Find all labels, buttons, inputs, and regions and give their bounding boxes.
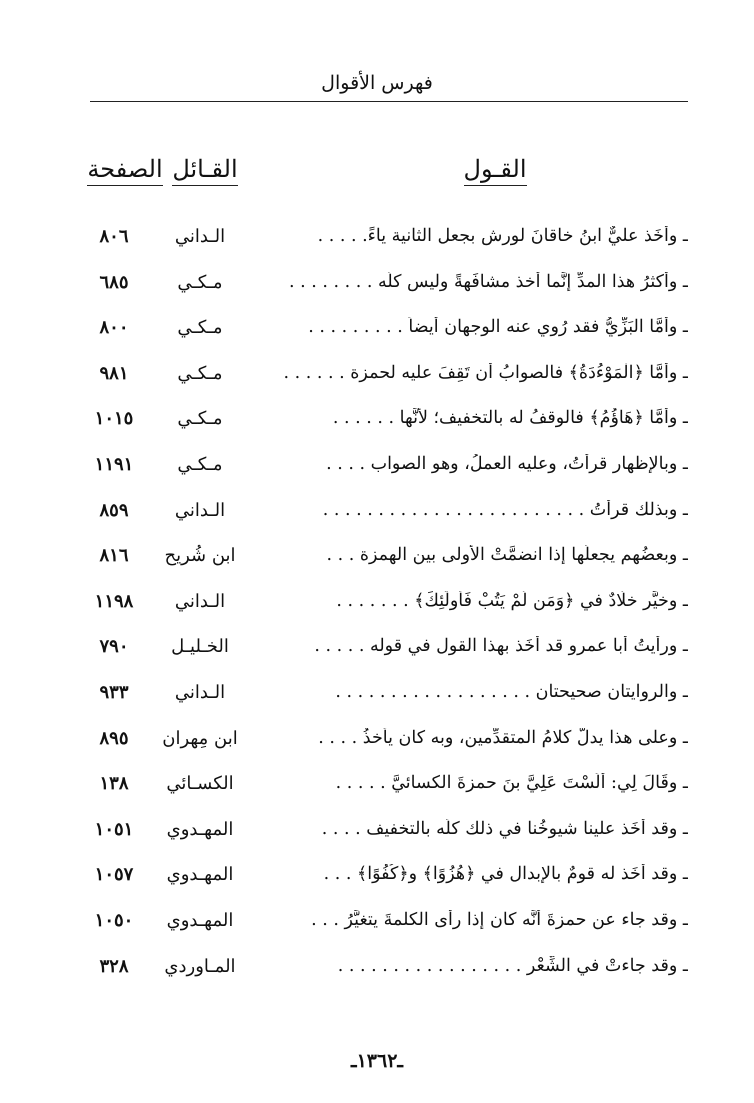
column-header-speaker: [170, 155, 240, 183]
sayings-index-list: [0, 220, 754, 995]
index-entry: [0, 813, 754, 859]
entry-speaker: الكسـائي: [166, 773, 234, 795]
entry-page: ٨٥٩: [99, 499, 129, 521]
entry-page: ٧٩٠: [99, 636, 129, 658]
index-entry: [0, 585, 754, 631]
column-header-page: [85, 155, 165, 183]
entry-quote: ـ وبالإظهار قرأتُ، وعليه العملُ، وهو الصواب . . . .: [326, 453, 688, 474]
entry-quote: ـ وخيَّر خلَّادٌ في ﴿وَمَن لَّمْ يَتُبْ فَأُولَٰئِكَ﴾ . . . . . . .: [336, 590, 688, 611]
entry-page: ٣٢٨: [99, 955, 129, 977]
index-entry: [0, 950, 754, 996]
entry-quote: ـ وقد أخَذ له قومٌ بالإبدال في ﴿هُزُوًا﴾ و﴿كُفُوًا﴾ . . .: [323, 864, 688, 885]
entry-quote: ـ وعلى هذا يدلُّ كلامُ المتقدِّمين، وبه كان يأخذُ . . . .: [318, 727, 688, 748]
page-number: ـ١٣٦٢ـ: [351, 1050, 403, 1072]
index-entry: [0, 676, 754, 722]
entry-quote: ـ وبذلك قرأتُ . . . . . . . . . . . . . . . . . . . . . . . .: [322, 499, 688, 520]
column-header-page-label: الصفحة: [87, 155, 162, 186]
index-entry: [0, 722, 754, 768]
entry-quote: ـ وأمَّا ﴿هَاؤُمُ﴾ فالوقفُ له بالتخفيف؛ لأنَّها . . . . . .: [332, 408, 688, 429]
index-entry: [0, 904, 754, 950]
entry-speaker: مـكـي: [177, 453, 223, 475]
entry-page: ٨٠٠: [99, 317, 129, 339]
entry-speaker: الـداني: [174, 226, 226, 247]
column-header-quote-label: القـول: [464, 155, 527, 186]
index-entry: [0, 630, 754, 676]
entry-speaker: الـداني: [174, 590, 226, 612]
index-entry: [0, 266, 754, 312]
entry-speaker: الـداني: [174, 681, 226, 703]
entry-quote: ـ وأكثرُ هذا المدِّ إنَّما أُخذ مشافَهةً وليس كلَّه . . . . . . . .: [288, 271, 688, 292]
index-entry: [0, 220, 754, 266]
entry-speaker: ابن شُريح: [164, 545, 236, 567]
entry-page: ١٣٨: [99, 773, 129, 795]
entry-quote: ـ والروايتان صحيحتان . . . . . . . . . . . . . . . . . .: [335, 681, 688, 702]
index-entry: [0, 494, 754, 540]
entry-speaker: ابن مِهران: [162, 727, 238, 749]
entry-speaker: المهـدوي: [166, 864, 234, 886]
entry-quote: ـ وقَالَ لِي: أَلَسْتَ عَلِيَّ بنَ حمزةَ الكسائيَّ . . . . .: [335, 773, 688, 794]
entry-quote: ـ وبعضُهم يجعلُها إذا انضمَّتْ الأُولى بين الهمزة . . .: [326, 545, 688, 566]
index-entry: [0, 858, 754, 904]
entry-quote: ـ وقد أخَذ علينا شيوخُنا في ذلك كلِّه بالتخفيف . . . .: [321, 818, 688, 839]
index-entry: [0, 311, 754, 357]
entry-page: ١٠٥١: [94, 818, 134, 840]
index-entry: [0, 402, 754, 448]
entry-speaker: مـكـي: [177, 271, 223, 293]
entry-speaker: المهـدوي: [166, 909, 234, 931]
entry-speaker: مـكـي: [177, 408, 223, 430]
entry-speaker: مـكـي: [177, 362, 223, 384]
header-rule: [90, 101, 688, 102]
entry-speaker: المـاوردي: [164, 955, 236, 977]
entry-speaker: المهـدوي: [166, 818, 234, 840]
entry-speaker: الـداني: [174, 499, 226, 521]
entry-page: ٩٣٣: [99, 681, 129, 703]
entry-page: ١٠٥٧: [94, 864, 134, 886]
entry-quote: ـ ورأيتُ أبا عمرو قد أخَذ بهذا القول في قوله . . . . .: [314, 636, 688, 657]
entry-quote: ـ وقد جاء عن حمزةَ أنَّه كان إذا رأى الكلمةَ يتغيَّرُ . . .: [311, 909, 688, 930]
entry-page: ٨٠٦: [99, 226, 129, 247]
entry-speaker: مـكـي: [177, 317, 223, 339]
column-header-speaker-label: القـائل: [172, 155, 237, 186]
entry-page: ١٠٥٠: [94, 909, 134, 931]
entry-page: ٦٨٥: [99, 271, 129, 293]
index-entry: [0, 448, 754, 494]
entry-quote: ـ وأخَذ عليٌّ ابنُ خاقانَ لورش بجعل الثانية ياءً. . . . .: [317, 226, 688, 246]
entry-page: ٨١٦: [99, 545, 129, 567]
running-head: فهرس الأقوال: [321, 72, 433, 94]
entry-page: ٨٩٥: [99, 727, 129, 749]
entry-page: ١١٩١: [94, 453, 134, 475]
entry-page: ٩٨١: [99, 362, 129, 384]
entry-page: ١٠١٥: [94, 408, 134, 430]
entry-quote: ـ وأمَّا ﴿الْمَوْءُدَةُ﴾ فالصوابُ أن تَقِفَ عليه لحمزة . . . . . .: [283, 362, 688, 383]
index-entry: [0, 539, 754, 585]
entry-speaker: الخـليـل: [171, 636, 229, 658]
index-entry: [0, 357, 754, 403]
column-header-quote: [450, 155, 540, 183]
entry-quote: ـ وأمَّا البَزِّيُّ فقد رُوي عنه الوجهان أيضاً . . . . . . . . .: [308, 317, 688, 338]
entry-quote: ـ وقد جاءتْ في الشِّعْر . . . . . . . . . . . . . . . . .: [337, 955, 688, 976]
index-entry: [0, 767, 754, 813]
entry-page: ١١٩٨: [94, 590, 134, 612]
